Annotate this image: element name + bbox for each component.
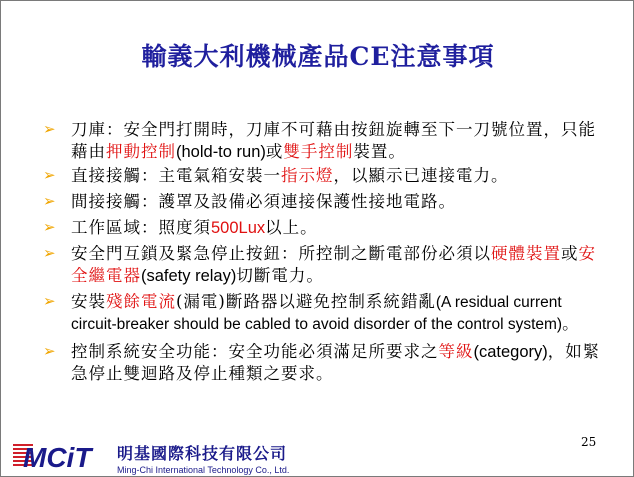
bullet-arrow-icon: ➢ bbox=[43, 120, 56, 138]
company-name-en: Ming-Chi International Technology Co., Ltd. bbox=[117, 465, 290, 475]
bullet-item bbox=[43, 243, 603, 287]
bullet-item bbox=[43, 119, 603, 163]
bullet-item bbox=[43, 165, 603, 187]
bullet-arrow-icon: ➢ bbox=[43, 342, 56, 360]
bullet-arrow-icon: ➢ bbox=[43, 166, 56, 184]
text-segment: (漏電)斷路器以避免控制系統錯亂 bbox=[176, 292, 436, 311]
text-segment: 直接接觸：主電氣箱安裝一 bbox=[71, 166, 281, 185]
company-logo bbox=[13, 439, 109, 473]
bullet-text bbox=[71, 218, 318, 237]
highlight-text: 安全繼電器 bbox=[71, 244, 596, 285]
bullet-text bbox=[71, 342, 600, 383]
bullet-item bbox=[43, 291, 603, 335]
highlight-text: 500Lux bbox=[211, 219, 266, 237]
text-segment: 刀庫：安全門打開時，刀庫不可藉由按鈕旋轉至下一刀號位置，只能藉由 bbox=[71, 120, 596, 161]
text-segment: 控制系統安全功能：安全功能必須滿足所要求之 bbox=[71, 342, 439, 361]
bullet-item bbox=[43, 191, 603, 213]
bullet-list bbox=[43, 119, 603, 385]
text-segment: 。 bbox=[562, 314, 580, 333]
bullet-item bbox=[43, 217, 603, 239]
company-name-zh: 明基國際科技有限公司 bbox=[117, 444, 288, 463]
text-segment: 切斷電力。 bbox=[236, 266, 324, 285]
bullet-text bbox=[71, 292, 580, 333]
company-info bbox=[117, 441, 289, 475]
text-segment: ，如緊急停止雙迴路及停止種類之要求。 bbox=[71, 342, 601, 383]
bullet-arrow-icon: ➢ bbox=[43, 218, 56, 236]
text-segment: (safety relay) bbox=[141, 267, 237, 285]
highlight-text: 押動控制 bbox=[106, 142, 176, 161]
text-segment: 工作區域：照度須 bbox=[71, 218, 211, 237]
text-segment: (A residual current circuit-breaker should be cabled to avoid disorder of the control system) bbox=[71, 294, 563, 333]
bullet-arrow-icon: ➢ bbox=[43, 192, 56, 210]
bullet-text bbox=[71, 192, 456, 211]
text-segment: (category) bbox=[473, 343, 548, 361]
highlight-text: 硬體裝置 bbox=[491, 244, 561, 263]
text-segment: 或 bbox=[265, 142, 284, 161]
highlight-text: 等級 bbox=[438, 342, 474, 361]
text-segment: 安全門互鎖及緊急停止按鈕：所控制之斷電部份必須以 bbox=[71, 244, 491, 263]
bullet-text bbox=[71, 244, 596, 285]
text-segment: 間接接觸：護罩及設備必須連接保護性接地電路。 bbox=[71, 192, 456, 211]
bullet-arrow-icon: ➢ bbox=[43, 244, 56, 262]
bullet-text bbox=[71, 120, 596, 161]
text-segment: (hold-to run) bbox=[176, 143, 266, 161]
text-segment: 以上。 bbox=[265, 218, 318, 237]
highlight-text: 雙手控制 bbox=[283, 142, 354, 161]
bullet-arrow-icon: ➢ bbox=[43, 292, 56, 310]
text-segment: 裝置。 bbox=[353, 142, 406, 161]
logo-wordmark: MCiT bbox=[23, 442, 92, 473]
highlight-text: 殘餘電流 bbox=[106, 292, 176, 311]
bullet-text bbox=[71, 166, 509, 185]
bullet-item bbox=[43, 341, 603, 385]
text-segment: 或 bbox=[561, 244, 579, 263]
text-segment: ，以顯示已連接電力。 bbox=[333, 166, 509, 185]
page-number: 25 bbox=[581, 435, 597, 449]
highlight-text: 指示燈 bbox=[281, 166, 334, 185]
slide-title: 輸義大利機械產品CE注意事項 bbox=[141, 42, 495, 71]
text-segment: 安裝 bbox=[71, 292, 106, 311]
